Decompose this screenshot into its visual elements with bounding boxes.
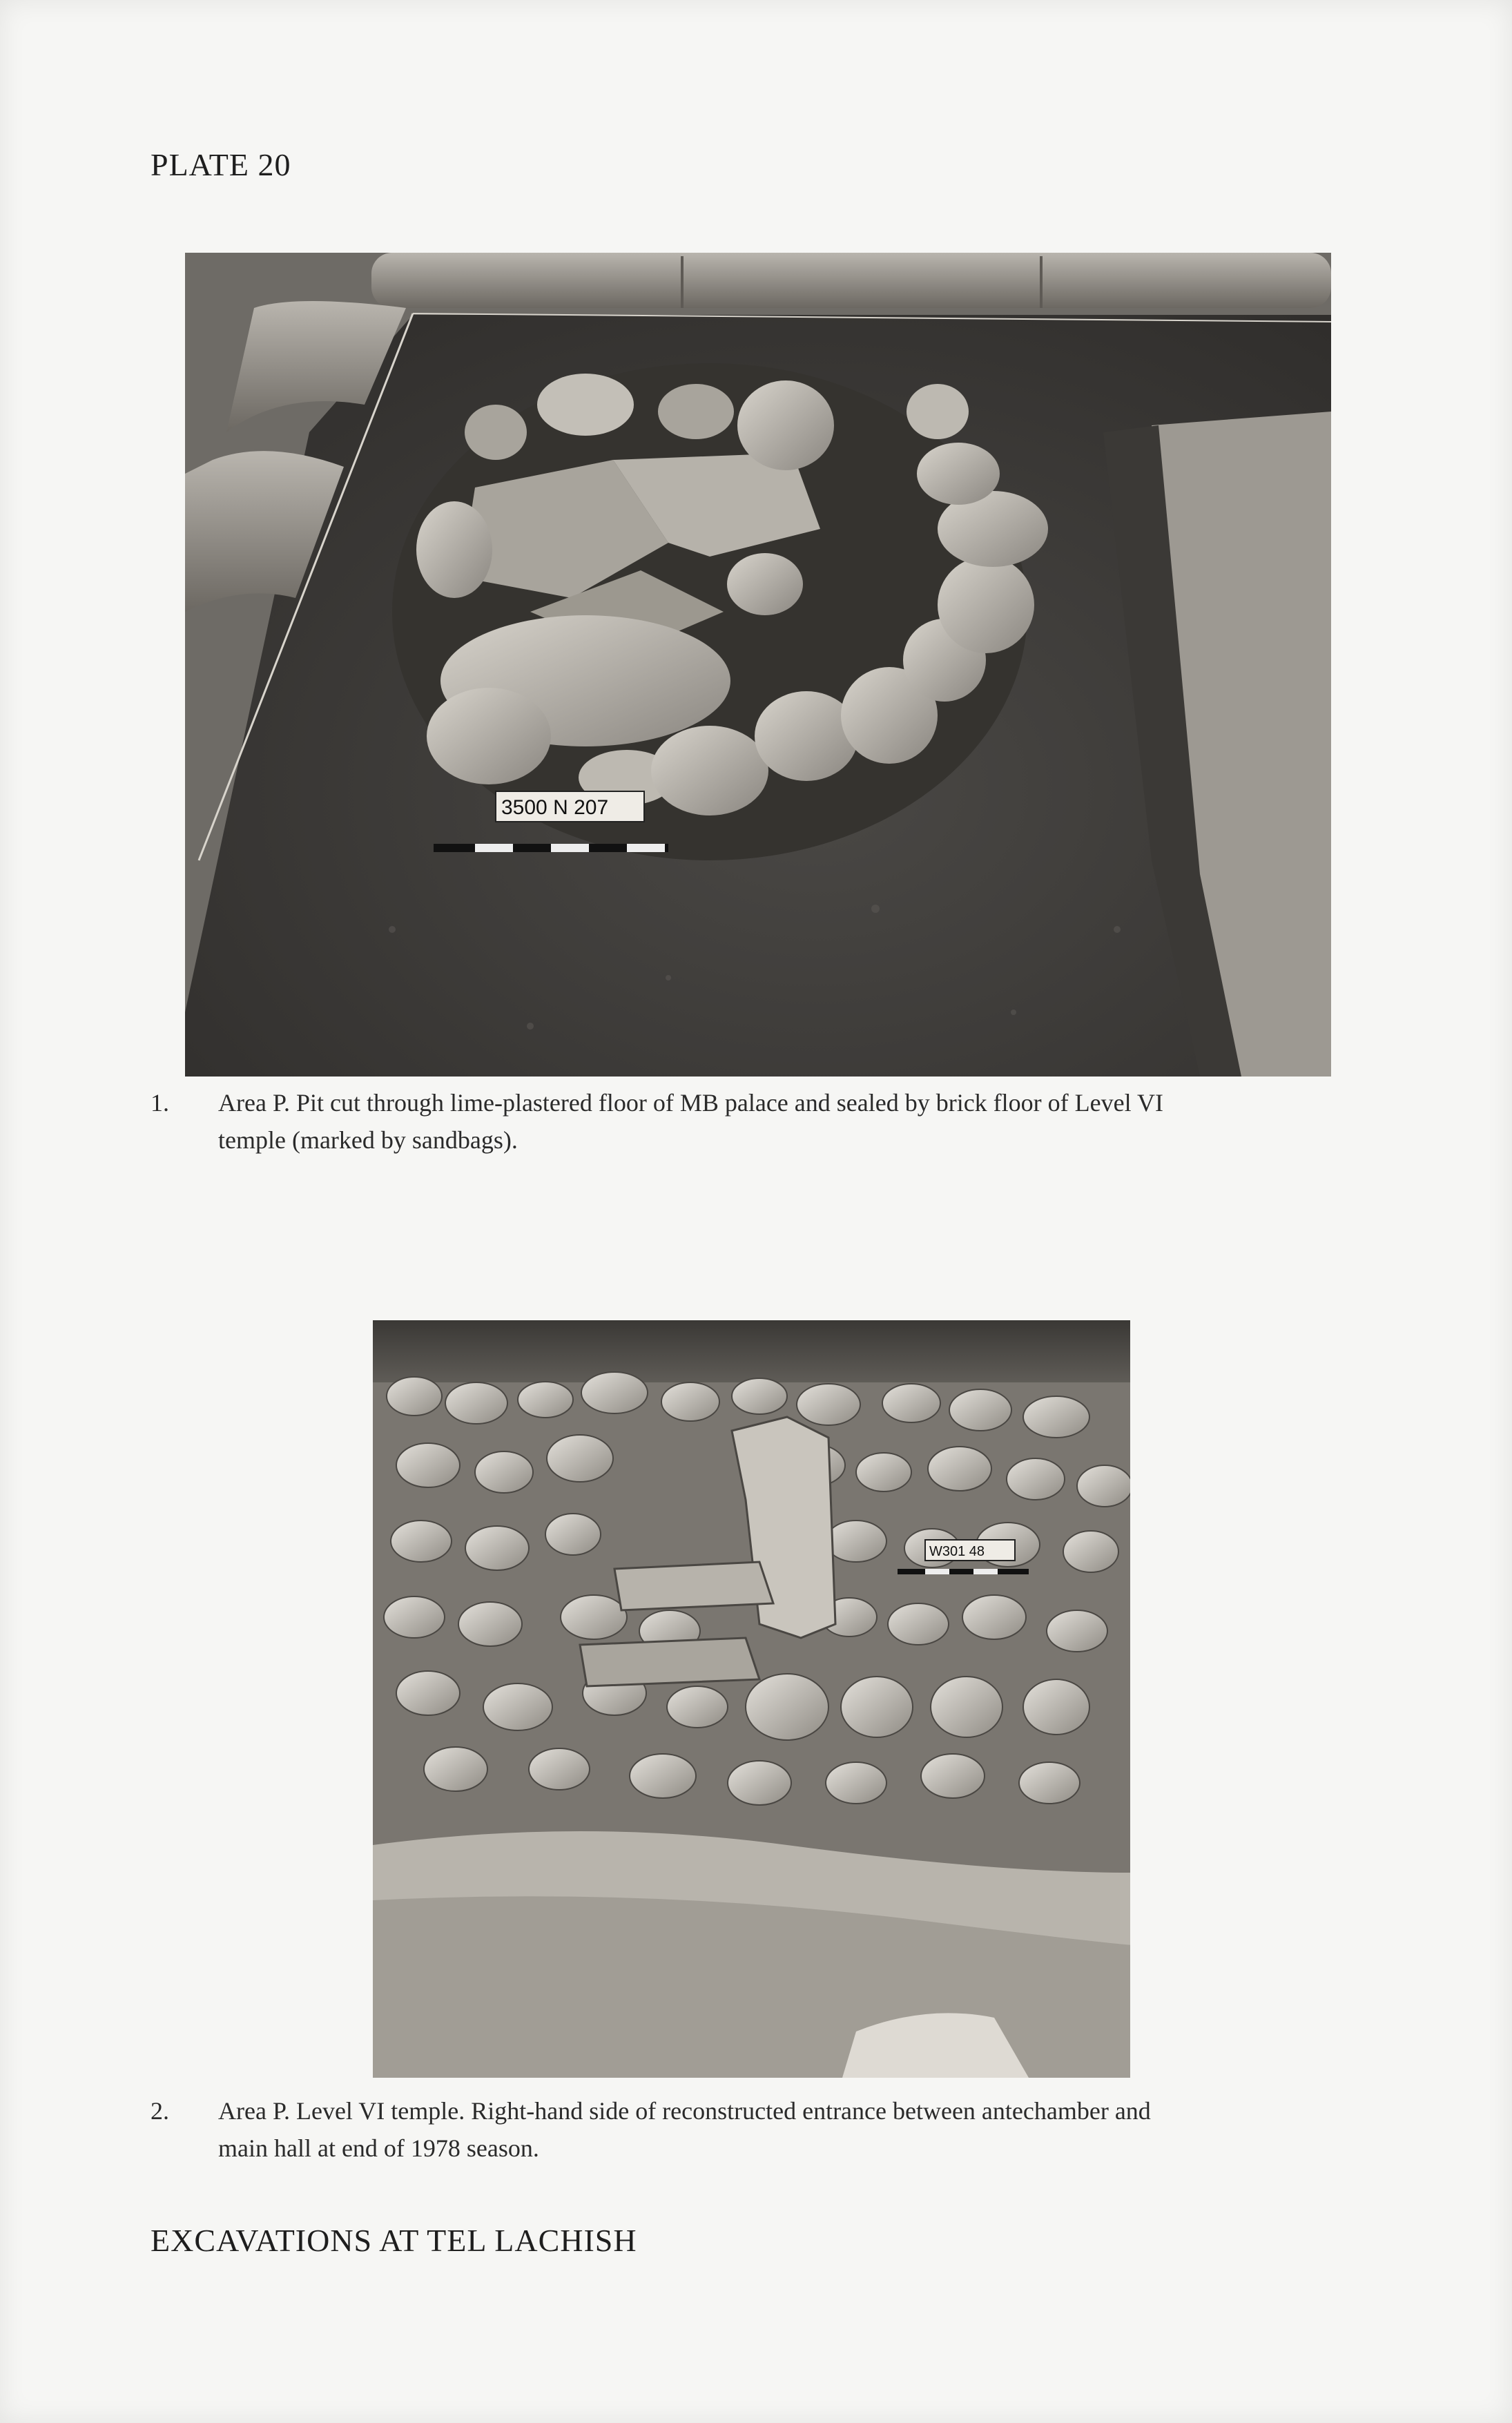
photo-pit-drawing [185,253,1331,1077]
photo-entrance-drawing [373,1320,1130,2078]
figure-2-caption-line2: main hall at end of 1978 season. [218,2134,539,2162]
scale-tag-2: W301 48 [929,1544,985,1559]
figure-2-caption-line1: Area P. Level VI temple. Right-hand side of reconstructed entrance between antechamber and [218,2097,1151,2125]
figure-1-caption-line1: Area P. Pit cut through lime-plastered floor of MB palace and sealed by brick floor of Level VI [218,1089,1163,1117]
footer-title: EXCAVATIONS AT TEL LACHISH [151,2223,637,2258]
excavation-photo-entrance [373,1320,1130,2078]
figure-2-number: 2. [151,2097,169,2125]
figure-1-number: 1. [151,1089,169,1117]
plate-label: PLATE 20 [151,147,291,182]
figure-1-caption-line2: temple (marked by sandbags). [218,1126,518,1154]
excavation-photo-pit [185,253,1331,1077]
scale-tag-1: 3500 N 207 [501,796,609,819]
